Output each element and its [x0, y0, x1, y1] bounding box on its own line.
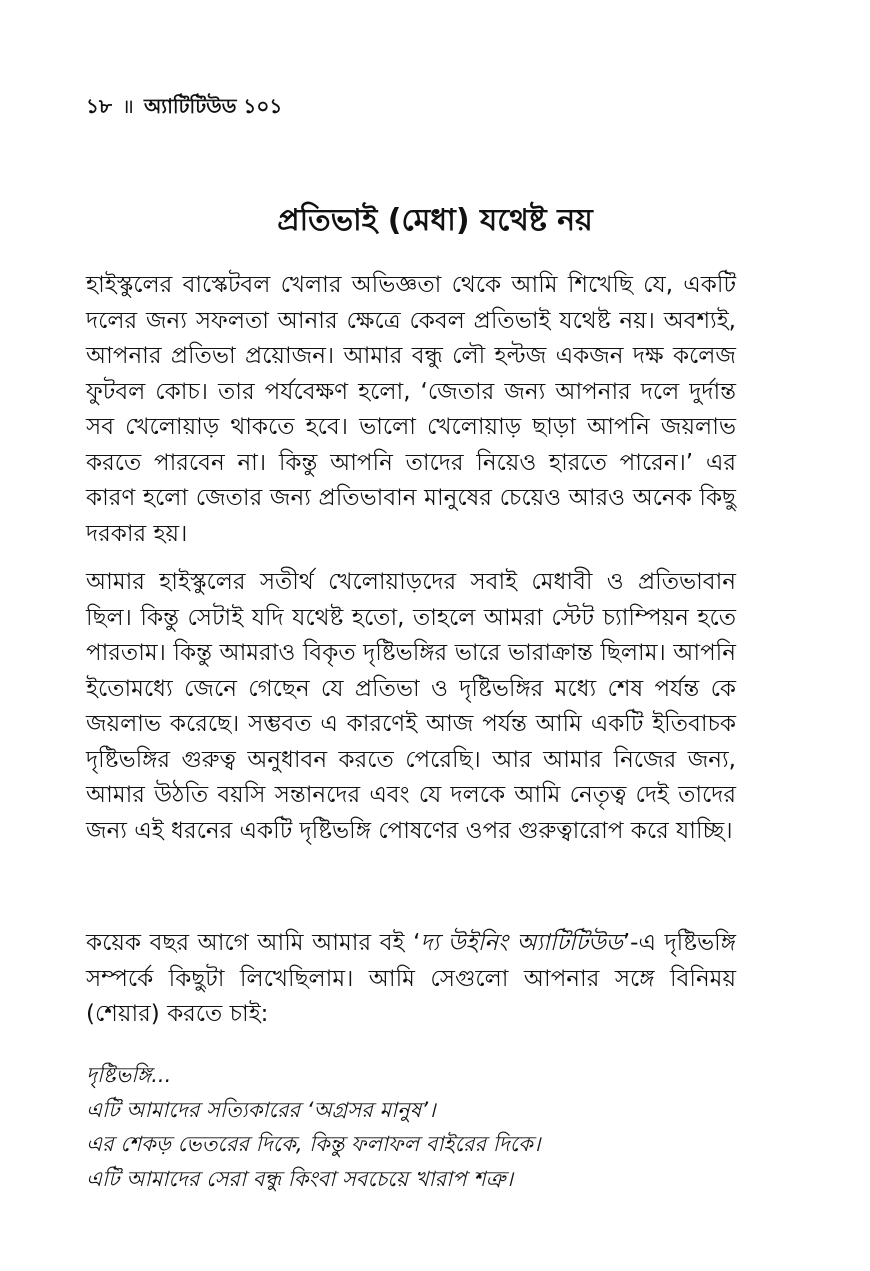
paragraph-text-end: ’-এ দৃষ্টিভঙ্গি সম্পর্কে কিছুটা লিখেছিলাম। আমি সেগুলো আপনার সঙ্গে বিনিময় (শেয়ার) করতে চাই: — [86, 930, 736, 1027]
verse-line: এর শেকড় ভেতরের দিকে, কিন্তু ফলাফল বাইরের দিকে। — [86, 1132, 541, 1156]
cited-book-title: দ্য উইনিং অ্যাটিটিউড — [420, 930, 623, 956]
body-paragraph-1 — [86, 268, 736, 552]
verse-line: এটি আমাদের সেরা বন্ধু কিংবা সবচেয়ে খারাপ শত্রু। — [86, 1166, 513, 1191]
running-header — [86, 92, 282, 125]
paragraph-text: হাইস্কুলের বাস্কেটবল খেলার অভিজ্ঞতা থেকে আমি শিখেছি যে, একটি দলের জন্য সফলতা আনার ক্ষেত্রে কেবল প্রতিভাই যথেষ্ট নয়। অবশ্যই, আপনার প্রতিভা প্রয়োজন। আমার বন্ধু লৌ হল্টজ একজন দক্ষ কলেজ ফুটবল কোচ। তার পর্যবেক্ষণ হলো, ‘জেতার জন্য আপনার দলে দুর্দান্ত সব খেলোয়াড় থাকতে হবে। ভালো খেলোয়াড় ছাড়া আপনি জয়লাভ করতে পারবেন না। কিন্তু আপনি তাদের নিয়েও হারতে পারেন।’ এর কারণ হলো জেতার জন্য প্রতিভাবান মানুষের চেয়েও আরও অনেক কিছু দরকার হয়। — [86, 272, 736, 547]
paragraph-text — [86, 926, 736, 1033]
paragraph-text-start: কয়েক বছর আগে আমি আমার বই ‘ — [86, 930, 421, 956]
verse-line: এটি আমাদের সত্যিকারের ‘অগ্রসর মানুষ’। — [86, 1097, 436, 1122]
header-separator: ॥ — [121, 94, 134, 118]
body-paragraph-2 — [86, 565, 736, 849]
running-book-title: অ্যাটিটিউড ১০১ — [143, 94, 283, 118]
verse-block — [86, 1058, 736, 1196]
verse-line: দৃষ্টিভঙ্গি... — [86, 1063, 172, 1087]
page-number: ১৮ — [86, 94, 112, 118]
chapter-title: প্রতিভাই (মেধা) যথেষ্ট নয় — [277, 203, 593, 238]
body-paragraph-3 — [86, 926, 736, 1033]
paragraph-text: আমার হাইস্কুলের সতীর্থ খেলোয়াড়দের সবাই মেধাবী ও প্রতিভাবান ছিল। কিন্তু সেটাই যদি যথেষ্ট হতো, তাহলে আমরা স্টেট চ্যাম্পিয়ন হতে পারতাম। কিন্তু আমরাও বিকৃত দৃষ্টিভঙ্গির ভারে ভারাক্রান্ত ছিলাম। আপনি ইতোমধ্যে জেনে গেছেন যে প্রতিভা ও দৃষ্টিভঙ্গির মধ্যে শেষ পর্যন্ত কে জয়লাভ করেছে। সম্ভবত এ কারণেই আজ পর্যন্ত আমি একটি ইতিবাচক দৃষ্টিভঙ্গির গুরুত্ব অনুধাবন করতে পেরেছি। আর আমার নিজের জন্য, আমার উঠতি বয়সি সন্তানদের এবং যে দলকে আমি নেতৃত্ব দেই তাদের জন্য এই ধরনের একটি দৃষ্টিভঙ্গি পোষণের ওপর গুরুত্বারোপ করে যাচ্ছি। — [86, 569, 736, 844]
